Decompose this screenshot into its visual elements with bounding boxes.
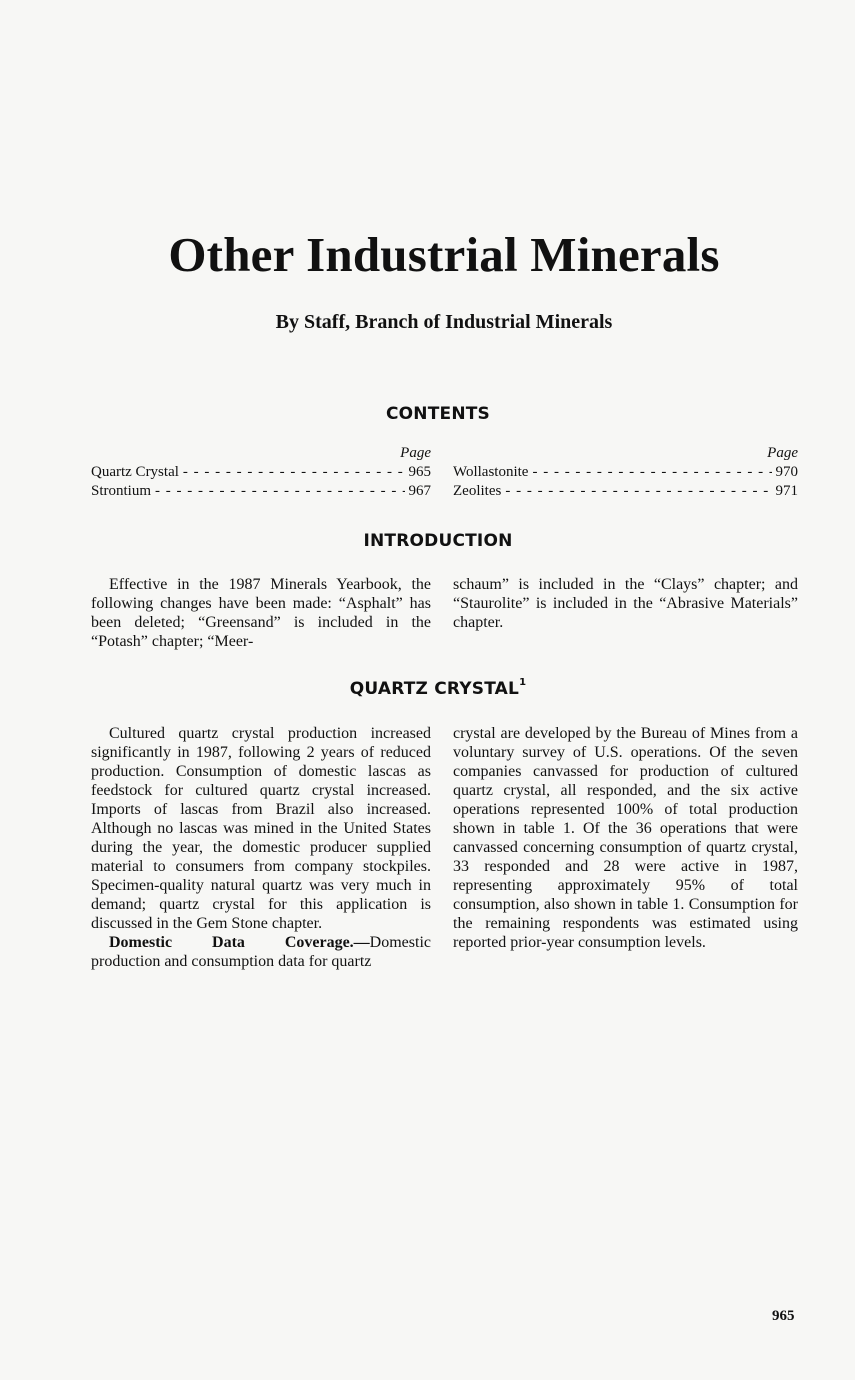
quartz-crystal-heading [0,679,855,699]
toc-entry[interactable] [453,482,798,501]
toc-entry-label: Strontium [91,483,152,499]
toc-entry-page: 970 [775,464,798,480]
toc-entry-page: 967 [408,483,431,499]
toc-entry[interactable] [91,463,431,482]
toc-leader [532,463,771,482]
toc-leader [505,482,771,501]
paragraph-text: Domestic production and consumption data for quartz [91,934,431,970]
toc-right-column [453,444,798,501]
toc-entry-page: 965 [408,464,431,480]
quartz-crystal-column-1 [91,724,431,971]
toc-page-header: Page [400,445,431,461]
quartz-crystal-heading-text: QUARTZ CRYSTAL [349,679,520,699]
contents-heading: CONTENTS [385,404,491,424]
toc-entry-label: Zeolites [453,483,502,499]
introduction-column-1 [91,575,431,651]
toc-left-column [91,444,431,501]
footnote-marker: 1 [519,677,527,688]
page-title: Other Industrial Minerals [168,227,720,282]
byline: By Staff, Branch of Industrial Minerals [275,311,613,333]
page-number: 965 [772,1308,795,1324]
quartz-crystal-paragraph: Cultured quartz crystal production increased significantly in 1987, following 2 years of reduced production. Consumption of domestic lascas as feedstock for cultured quartz crystal increased. Imports of lascas from Brazil also increased. Although no lascas was mined in the United States during the year, the domestic producer supplied material to consumers from company stockpiles. Specimen-quality natural quartz was very much in demand; quartz crystal for this application is discussed in the Gem Stone chapter. [91,725,431,932]
domestic-data-coverage-paragraph [91,933,431,971]
quartz-crystal-paragraph-continued: crystal are developed by the Bureau of Mines from a voluntary survey of U.S. operations. Of the seven companies canvassed for production of cultured quartz crystal, all responded, and the six active operations represented 100% of total production shown in table 1. Of the 36 operations that were canvassed concerning consumption of quartz crystal, 33 responded and 28 were active in 1987, representing approximately 95% of total consumption, also shown in table 1. Consumption for the remaining respondents was estimated using reported prior-year consumption levels. [453,725,798,951]
toc-entry-label: Wollastonite [453,464,529,480]
toc-entry-page: 971 [775,483,798,499]
toc-leader [183,463,405,482]
introduction-paragraph-continued: schaum” is included in the “Clays” chapter; and “Staurolite” is included in the “Abrasive Materials” chapter. [453,576,798,631]
run-in-heading: Domestic Data Coverage.— [109,934,370,951]
toc-page-header: Page [767,445,798,461]
introduction-heading: INTRODUCTION [363,531,513,551]
quartz-crystal-column-2 [453,724,798,952]
toc-entry-label: Quartz Crystal [91,464,179,480]
toc-entry[interactable] [453,463,798,482]
introduction-column-2 [453,575,798,632]
toc-entry[interactable] [91,482,431,501]
introduction-paragraph: Effective in the 1987 Minerals Yearbook, the following changes have been made: “Asphalt” has been deleted; “Greensand” is included in the “Potash” chapter; “Meer- [91,576,431,650]
toc-leader [155,482,404,501]
